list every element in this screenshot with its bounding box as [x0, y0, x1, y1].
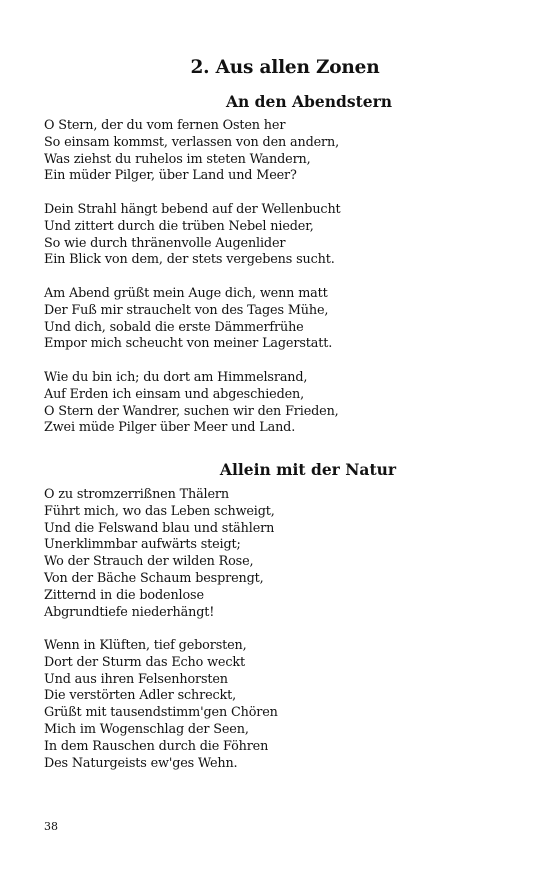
verse-line: So wie durch thränenvolle Augenlider: [44, 235, 286, 251]
verse-line: Des Naturgeists ew'ges Wehn.: [44, 755, 238, 771]
poem-1-stanza-3: [44, 286, 524, 353]
verse-line: Und zittert durch die trüben Nebel nieder,: [44, 218, 314, 234]
verse-line: O zu stromzerrißnen Thälern: [44, 487, 229, 502]
verse-line: Abgrundtiefe niederhängt!: [44, 604, 215, 620]
poem-1-stanza-2: [44, 202, 524, 269]
verse-line: Ein Blick von dem, der stets vergebens sucht.: [44, 252, 335, 268]
verse-line: Dein Strahl hängt bebend auf der Wellenbucht: [44, 202, 341, 217]
poem-1-stanza-4: [44, 370, 524, 437]
verse-line: Mich im Wogenschlag der Seen,: [44, 721, 249, 737]
verse-line: Auf Erden ich einsam und abgeschieden,: [44, 386, 305, 402]
verse-line: In dem Rauschen durch die Föhren: [44, 738, 269, 754]
verse-line: Ein müder Pilger, über Land und Meer?: [44, 168, 297, 184]
verse-line: Wenn in Klüften, tief geborsten,: [44, 638, 247, 653]
verse-line: Unerklimmbar aufwärts steigt;: [44, 537, 241, 553]
verse-line: Zitternd in die bodenlose: [44, 587, 204, 603]
verse-line: O Stern der Wandrer, suchen wir den Frieden,: [44, 403, 339, 419]
poem-1-stanza-1: [44, 118, 524, 185]
verse-line: Grüßt mit tausendstimm'gen Chören: [44, 705, 278, 721]
verse-line: So einsam kommst, verlassen von den andern,: [44, 134, 340, 150]
verse-line: Führt mich, wo das Leben schweigt,: [44, 503, 275, 519]
verse-line: Und dich, sobald die erste Dämmerfrühe: [44, 319, 304, 335]
verse-line: Die verstörten Adler schreckt,: [44, 688, 237, 704]
page-number: 38: [44, 820, 58, 833]
section-title: 2. Aus allen Zonen: [190, 57, 380, 78]
verse-line: O Stern, der du vom fernen Osten her: [44, 118, 286, 133]
poem-2-stanza-2: [44, 638, 524, 772]
verse-line: Am Abend grüßt mein Auge dich, wenn matt: [44, 286, 328, 301]
poem-title-abendstern: An den Abendstern: [225, 92, 393, 111]
verse-line: Zwei müde Pilger über Meer und Land.: [44, 420, 296, 436]
poem-2-stanza-1: [44, 487, 524, 621]
poem-title-natur: Allein mit der Natur: [219, 460, 397, 479]
verse-line: Und aus ihren Felsenhorsten: [44, 671, 228, 687]
verse-line: Von der Bäche Schaum besprengt,: [44, 570, 264, 586]
verse-line: Und die Felswand blau und stählern: [44, 520, 275, 536]
verse-line: Wie du bin ich; du dort am Himmelsrand,: [44, 370, 308, 385]
verse-line: Wo der Strauch der wilden Rose,: [44, 554, 254, 570]
verse-line: Empor mich scheucht von meiner Lagerstatt.: [44, 336, 333, 352]
verse-line: Dort der Sturm das Echo weckt: [44, 654, 245, 670]
verse-line: Der Fuß mir strauchelt von des Tages Mühe,: [44, 302, 329, 318]
verse-line: Was ziehst du ruhelos im steten Wandern,: [44, 151, 311, 167]
